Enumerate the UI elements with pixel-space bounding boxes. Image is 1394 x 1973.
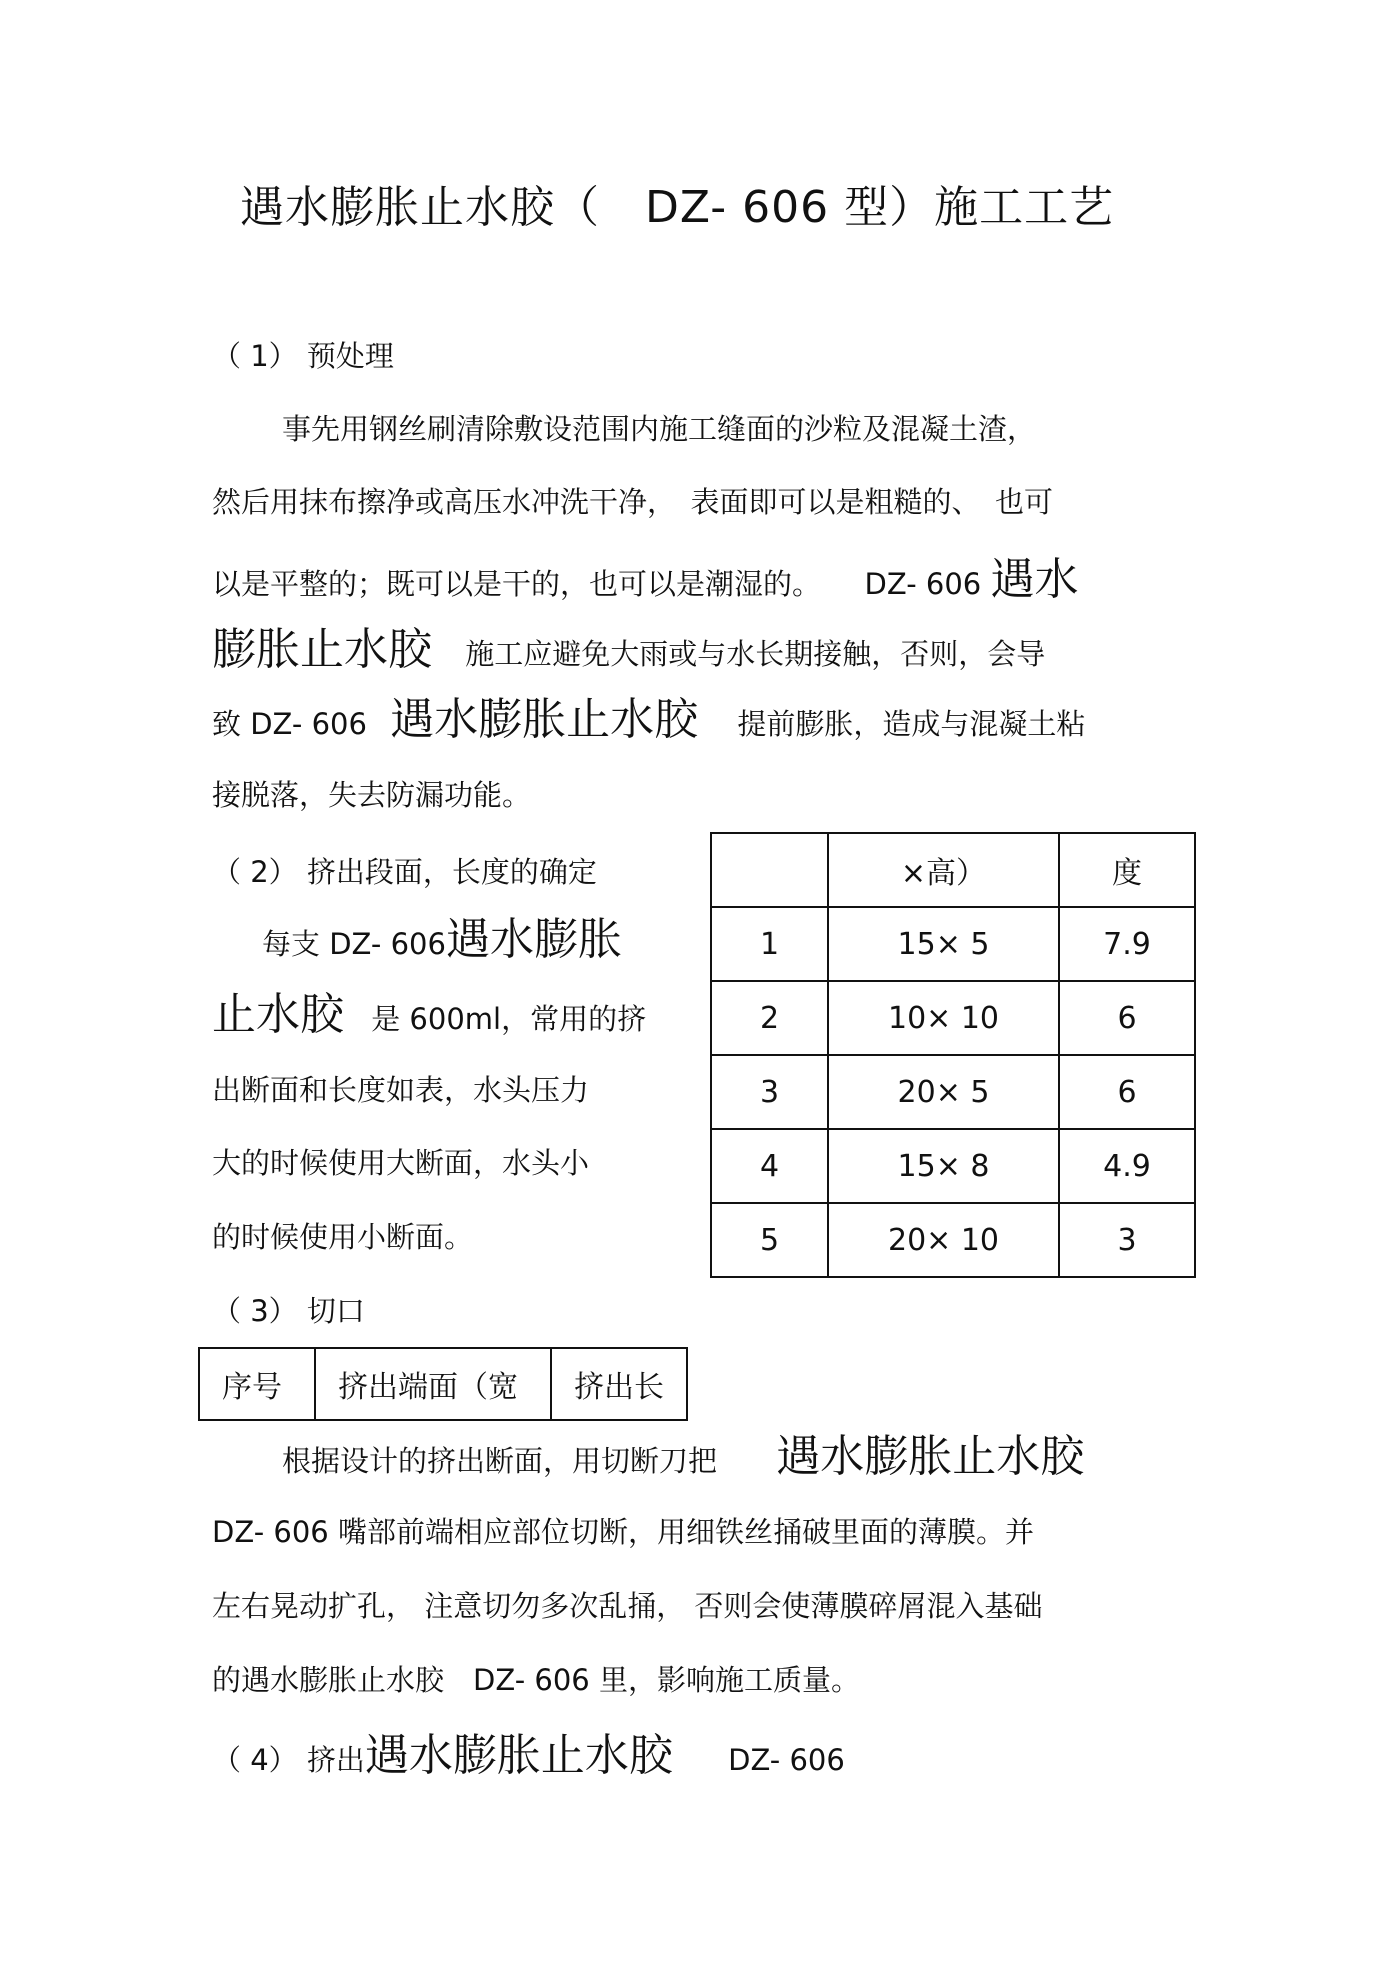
table-cell: 6 — [1058, 1054, 1196, 1130]
table-cell: 20× 10 — [827, 1202, 1060, 1278]
s1-line-3-big: 遇水 — [990, 554, 1079, 605]
s1-line-4-text: 施工应避免大雨或与水长期接触，否则，会导 — [465, 637, 1046, 671]
table-header-cell: 度 — [1058, 832, 1196, 908]
section-1-heading: （ 1） 预处理 — [212, 339, 394, 373]
s4-tail: DZ- 606 — [728, 1743, 845, 1777]
s3-line-2: DZ- 606 嘴部前端相应部位切断，用细铁丝捅破里面的薄膜。并 — [212, 1515, 1034, 1549]
s1-line-3-text: 以是平整的；既可以是干的，也可以是潮湿的。 DZ- 606 — [212, 567, 982, 601]
table-cell: 3 — [710, 1054, 829, 1130]
section-3-heading: （ 3） 切口 — [212, 1294, 365, 1328]
section-2-heading: （ 2） 挤出段面，长度的确定 — [212, 855, 597, 889]
s3-line-1-big: 遇水膨胀止水胶 — [776, 1431, 1085, 1482]
s1-line-2: 然后用抹布擦净或高压水冲洗干净， 表面即可以是粗糙的、 也可 — [212, 485, 1054, 519]
table-header-cell — [710, 832, 829, 908]
table-cell: 3 — [1058, 1202, 1196, 1278]
table-cell: 2 — [710, 980, 829, 1056]
s1-line-5-text: 致 DZ- 606 — [212, 707, 367, 741]
table-cell: 15× 5 — [827, 906, 1060, 982]
s1-line-1: 事先用钢丝刷清除敷设范围内施工缝面的沙粒及混凝土渣， — [282, 412, 1037, 446]
table-cell: 10× 10 — [827, 980, 1060, 1056]
page-title: 遇水膨胀止水胶（ DZ- 606 型）施工工艺 — [240, 182, 1115, 233]
table-header-cell: 挤出长 — [550, 1347, 688, 1421]
s2-line-2-text: 是 600ml，常用的挤 — [371, 1002, 647, 1036]
table-cell: 4 — [710, 1128, 829, 1204]
s1-line-4 — [212, 624, 1046, 675]
table-header-cell: 挤出端面（宽 — [314, 1347, 552, 1421]
s3-line-4: 的遇水膨胀止水胶 DZ- 606 里，影响施工质量。 — [212, 1663, 860, 1697]
table-header-cell: ×高） — [827, 832, 1060, 908]
s3-line-1 — [282, 1431, 1085, 1482]
table-cell: 5 — [710, 1202, 829, 1278]
s1-line-3 — [212, 554, 1079, 605]
s2-line-2 — [212, 989, 647, 1040]
section-4-heading-line — [212, 1730, 845, 1781]
table-cell: 6 — [1058, 980, 1196, 1056]
s1-line-5-big: 遇水膨胀止水胶 — [390, 694, 699, 745]
table-cell: 7.9 — [1058, 906, 1196, 982]
s2-line-1-big: 遇水膨胀 — [445, 914, 622, 965]
s4-big: 遇水膨胀止水胶 — [364, 1730, 673, 1781]
table-header-cell: 序号 — [198, 1347, 316, 1421]
s1-line-6: 接脱落，失去防漏功能。 — [212, 778, 532, 812]
table-cell: 4.9 — [1058, 1128, 1196, 1204]
s2-line-1-text: 每支 DZ- 606 — [262, 927, 446, 961]
s3-line-1-text: 根据设计的挤出断面，用切断刀把 — [282, 1444, 718, 1478]
s2-line-5: 的时候使用小断面。 — [212, 1220, 474, 1254]
s3-line-3: 左右晃动扩孔， 注意切勿多次乱捅， 否则会使薄膜碎屑混入基础 — [212, 1589, 1043, 1623]
s1-line-5-tail: 提前膨胀，造成与混凝土粘 — [737, 707, 1086, 741]
s1-line-5 — [212, 694, 1086, 745]
table-cell: 15× 8 — [827, 1128, 1060, 1204]
s2-line-1 — [262, 914, 622, 965]
s1-line-4-big: 膨胀止水胶 — [212, 624, 432, 675]
s2-line-3: 出断面和长度如表，水头压力 — [212, 1073, 590, 1107]
table-cell: 1 — [710, 906, 829, 982]
s2-line-2-big: 止水胶 — [212, 989, 344, 1040]
table-cell: 20× 5 — [827, 1054, 1060, 1130]
s2-line-4: 大的时候使用大断面，水头小 — [212, 1146, 590, 1180]
section-4-heading: （ 4） 挤出 — [212, 1743, 365, 1777]
